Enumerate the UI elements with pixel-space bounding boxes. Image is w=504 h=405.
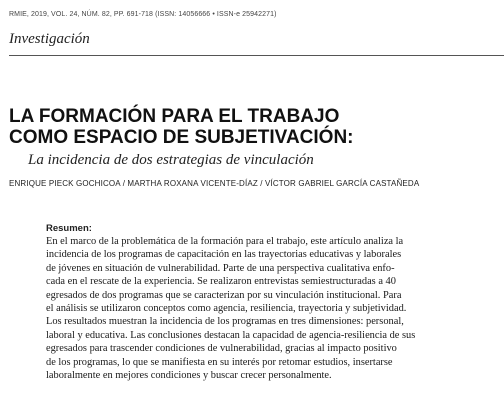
abstract-line: incidencia de los programas de capacitación en las trayectorias educativas y laborales	[46, 249, 402, 261]
abstract-heading: Resumen:	[46, 223, 92, 234]
abstract-body	[46, 235, 472, 382]
abstract-line: cada en el rescate de la experiencia. Se realizaron entrevistas semiestructuradas a 40	[46, 276, 396, 288]
article-title-line: COMO ESPACIO DE SUBJETIVACIÓN:	[9, 127, 354, 148]
abstract-line: de jóvenes en situación de vulnerabilidad. Parte de una perspectiva cualitativa enfo-	[46, 262, 395, 274]
article-title	[9, 106, 499, 148]
article-subtitle: La incidencia de dos estrategias de vinculación	[28, 152, 314, 168]
abstract-line: En el marco de la problemática de la formación para el trabajo, este artículo analiza la	[46, 236, 404, 247]
abstract-line: laboral y educativa. Las conclusiones destacan la capacidad de agencia-resiliencia de sus	[46, 329, 416, 341]
abstract-line: el análisis se utilizaron conceptos como agencia, resiliencia, trayectoria y subjetividad.	[46, 303, 407, 315]
abstract-line: egresados de dos programas que se caracterizan por su vinculación institucional. Para	[46, 289, 402, 301]
author-list: ENRIQUE PIECK GOCHICOA / MARTHA ROXANA VICENTE-DÍAZ / VÍCTOR GABRIEL GARCÍA CASTAÑEDA	[9, 179, 420, 188]
abstract-line: Los resultados muestran la incidencia de los programas en tres dimensiones: personal,	[46, 316, 404, 328]
abstract-line: egresados para trascender condiciones de vulnerabilidad, gracias al impacto positivo	[46, 343, 397, 355]
section-label: Investigación	[9, 31, 90, 47]
article-title-line: LA FORMACIÓN PARA EL TRABAJO	[9, 106, 340, 127]
journal-reference: RMIE, 2019, VOL. 24, NÚM. 82, PP. 691-718 (ISSN: 14056666 • ISSN-e 25942271)	[9, 11, 277, 18]
abstract-line: laboralmente en mejores condiciones y buscar crecer personalmente.	[46, 370, 332, 382]
abstract-line: de los programas, lo que se manifiesta en su interés por retomar estudios, insertarse	[46, 356, 393, 368]
abstract	[46, 223, 472, 382]
header-divider	[9, 55, 504, 56]
